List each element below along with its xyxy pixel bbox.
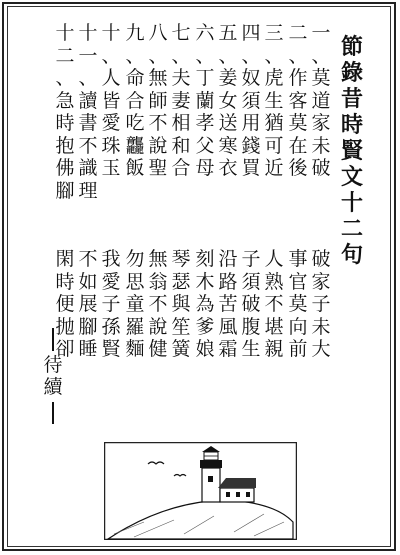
line-11-upper [76,22,100,202]
punctuation-comma: 、 [241,44,261,67]
glyph: 我 [101,248,121,270]
glyph: 女 [218,89,238,112]
glyph: 說 [148,315,168,338]
glyph: 龘 [125,134,145,157]
glyph: 子 [101,293,121,315]
glyph: 睡 [78,338,98,360]
glyph: 虎 [264,67,284,89]
punctuation-comma: 、 [125,44,145,67]
glyph: 十 [55,22,75,44]
punctuation-comma: 、 [311,44,331,67]
line-11-lower [76,248,100,361]
line-2-upper [286,22,310,180]
punctuation-comma: 、 [78,67,98,89]
glyph: 簧 [171,338,191,360]
glyph: 爹 [195,315,215,338]
glyph: 十 [340,190,363,216]
glyph: 破 [241,293,261,315]
glyph: 不 [78,248,98,270]
glyph: 一 [78,44,98,67]
glyph: 腹 [241,315,261,338]
glyph: 急 [55,89,75,112]
glyph: 破 [311,248,331,270]
glyph: 抱 [55,134,75,157]
glyph: 琴 [171,248,191,270]
line-10-lower [99,248,123,361]
glyph: 生 [264,89,284,112]
glyph: 八 [148,22,168,44]
glyph: 十 [78,22,98,44]
glyph: 賢 [101,338,121,360]
glyph: 須 [241,89,261,112]
line-12-upper [53,22,77,202]
glyph: 事 [288,248,308,270]
glyph: 飯 [125,157,145,179]
glyph: 錄 [340,60,363,86]
glyph: 賢 [340,138,363,164]
glyph: 二 [288,22,308,44]
glyph: 思 [125,270,145,293]
glyph: 七 [171,22,191,44]
glyph: 二 [55,44,75,67]
glyph: 霜 [218,338,238,360]
glyph: 家 [311,270,331,293]
glyph: 昔 [340,86,363,112]
glyph: 丁 [195,67,215,89]
glyph: 木 [195,270,215,293]
glyph: 和 [171,134,191,157]
glyph: 師 [148,89,168,112]
glyph: 堪 [264,315,284,338]
glyph: 官 [288,270,308,293]
line-8-upper [146,22,170,180]
glyph: 抛 [55,315,75,338]
glyph: 子 [311,293,331,315]
line-1-lower [309,248,333,361]
glyph: 羅 [125,315,145,338]
glyph: 閑 [55,248,75,270]
glyph: 便 [55,293,75,315]
glyph: 十 [101,22,121,44]
glyph: 親 [264,338,284,360]
line-7-upper [169,22,193,180]
glyph: 卻 [55,338,75,360]
glyph: 相 [171,112,191,134]
glyph: 佛 [55,157,75,179]
line-6-upper [193,22,217,180]
line-8-lower [146,248,170,361]
glyph: 前 [288,338,308,360]
glyph: 為 [195,293,215,315]
glyph: 大 [311,338,331,360]
glyph: 苦 [218,293,238,315]
glyph: 莫 [288,293,308,315]
glyph: 合 [125,89,145,112]
glyph: 道 [311,89,331,112]
glyph: 莫 [288,112,308,134]
line-3-upper [262,22,286,180]
glyph: 熟 [264,270,284,293]
glyph: 腳 [78,315,98,338]
glyph: 時 [55,112,75,134]
glyph: 娘 [195,338,215,360]
punctuation-comma: 、 [264,44,284,67]
punctuation-comma: 、 [218,44,238,67]
title-column [340,34,364,268]
glyph: 童 [125,293,145,315]
glyph: 不 [78,134,98,157]
glyph: 瑟 [171,270,191,293]
dash [52,402,54,425]
punctuation-comma: 、 [55,67,75,89]
glyph: 路 [218,270,238,293]
glyph: 無 [148,248,168,270]
glyph: 風 [218,315,238,338]
glyph: 猶 [264,112,284,134]
glyph: 姜 [218,67,238,89]
glyph: 人 [101,67,121,89]
punctuation-comma: 、 [171,44,191,67]
glyph: 笙 [171,315,191,338]
glyph: 客 [288,89,308,112]
glyph: 孫 [101,315,121,338]
glyph: 珠 [101,134,121,157]
glyph: 識 [78,157,98,179]
line-4-upper [239,22,263,180]
glyph: 二 [340,216,363,242]
glyph: 一 [311,22,331,44]
punctuation-comma: 、 [195,44,215,67]
glyph: 健 [148,338,168,360]
glyph: 用 [241,112,261,134]
line-2-lower [286,248,310,361]
glyph: 沿 [218,248,238,270]
glyph: 破 [311,157,331,179]
line-1-upper [309,22,333,180]
glyph: 不 [264,293,284,315]
glyph: 送 [218,112,238,134]
glyph: 句 [340,242,363,268]
glyph: 父 [195,134,215,157]
glyph: 愛 [101,270,121,293]
glyph: 寒 [218,134,238,157]
glyph: 母 [195,157,215,179]
line-9-upper [123,22,147,180]
glyph: 腳 [55,179,75,202]
glyph: 九 [125,22,145,44]
line-5-upper [216,22,240,180]
glyph: 在 [288,134,308,157]
glyph: 勿 [125,248,145,270]
punctuation-comma: 、 [148,44,168,67]
line-3-lower [262,248,286,361]
line-6-lower [193,248,217,361]
glyph: 文 [340,164,363,190]
glyph: 向 [288,315,308,338]
glyph: 莫 [311,67,331,89]
glyph: 作 [288,67,308,89]
glyph: 聖 [148,157,168,179]
glyph: 理 [78,179,98,202]
line-4-lower [239,248,263,361]
glyph: 刻 [195,248,215,270]
glyph: 麵 [125,338,145,360]
glyph: 夫 [171,67,191,89]
glyph: 與 [171,293,191,315]
line-5-lower [216,248,240,361]
glyph: 孝 [195,112,215,134]
glyph: 子 [241,248,261,270]
glyph: 如 [78,270,98,293]
glyph: 家 [311,112,331,134]
glyph: 後 [288,157,308,179]
glyph: 說 [148,134,168,157]
glyph: 續 [43,376,63,398]
glyph: 讀 [78,89,98,112]
glyph: 玉 [101,157,121,179]
glyph: 買 [241,157,261,179]
glyph: 節 [340,34,363,60]
glyph: 衣 [218,157,238,179]
glyph: 不 [148,293,168,315]
glyph: 展 [78,293,98,315]
dash [52,328,54,351]
glyph: 時 [55,270,75,293]
glyph: 近 [264,157,284,179]
glyph: 三 [264,22,284,44]
line-9-lower [123,248,147,361]
glyph: 六 [195,22,215,44]
glyph: 命 [125,67,145,89]
glyph: 皆 [101,89,121,112]
glyph: 不 [148,112,168,134]
glyph: 吃 [125,112,145,134]
glyph: 時 [340,112,363,138]
glyph: 愛 [101,112,121,134]
punctuation-comma: 、 [288,44,308,67]
glyph: 須 [241,270,261,293]
glyph: 未 [311,315,331,338]
glyph: 人 [264,248,284,270]
to-be-continued [41,325,65,427]
glyph: 合 [171,157,191,179]
glyph: 未 [311,134,331,157]
glyph: 待 [43,353,63,376]
lighthouse-illustration [104,442,297,540]
glyph: 妻 [171,89,191,112]
glyph: 無 [148,67,168,89]
glyph: 可 [264,134,284,157]
line-7-lower [169,248,193,361]
line-10-upper [99,22,123,180]
glyph: 書 [78,112,98,134]
glyph: 蘭 [195,89,215,112]
punctuation-comma: 、 [101,44,121,67]
glyph: 五 [218,22,238,44]
glyph: 四 [241,22,261,44]
glyph: 生 [241,338,261,360]
glyph: 錢 [241,134,261,157]
glyph: 奴 [241,67,261,89]
glyph: 翁 [148,270,168,293]
